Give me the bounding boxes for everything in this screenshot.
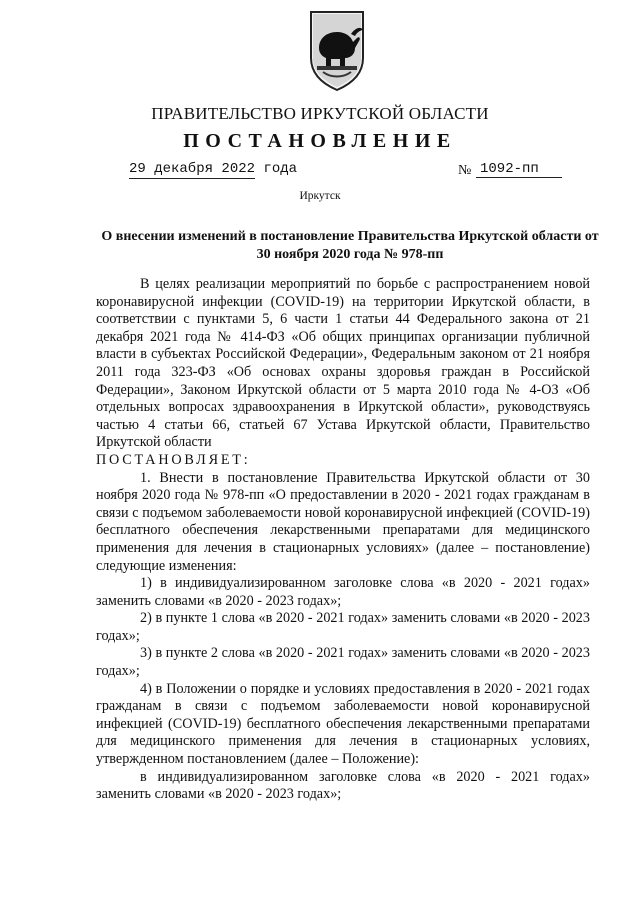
date-value: 29 декабря 2022 bbox=[129, 161, 256, 177]
body-paragraph: 1) в индивидуализированном заголовке слова «в 2020 - 2021 годах» заменить словами «в 2020 - 2023 годах»; bbox=[96, 575, 590, 609]
body-paragraph: в индивидуализированном заголовке слова «в 2020 - 2021 годах» заменить словами «в 2020 - 2023 годах»; bbox=[96, 768, 590, 803]
document-date bbox=[129, 161, 297, 177]
date-suffix: года bbox=[263, 161, 298, 177]
document-type: ПОСТАНОВЛЕНИЕ bbox=[183, 130, 457, 152]
organization-name: ПРАВИТЕЛЬСТВО ИРКУТСКОЙ ОБЛАСТИ bbox=[151, 104, 489, 123]
body-paragraph: 2) в пункте 1 слова «в 2020 - 2021 годах» заменить словами «в 2020 - 2023 годах»; bbox=[96, 610, 590, 644]
body-paragraph: 4) в Положении о порядке и условиях предоставления в 2020 - 2021 годах гражданам в связи с подъемом заболеваемости новой коронавирусной инфекцией (COVID-19) бесплатного обеспечения лекарственными препаратами для медицинского применения для лечения в стационарных условиях, утвержденном постановлением (далее – Положение): bbox=[96, 680, 590, 768]
body-paragraph: 1. Внести в постановление Правительства Иркутской области от 30 ноября 2020 года № 978-пп «О предоставлении в 2020 - 2021 годах гражданам в связи с подъемом заболеваемости новой коронавирусной инфекцией (COVID-19) бесплатного обеспечения лекарственными препаратами для медицинского применения для лечения в стационарных условиях» (далее – постановление) следующие изменения: bbox=[96, 469, 590, 574]
number-sign: № bbox=[458, 163, 472, 178]
document-title: О внесении изменений в постановление Правительства Иркутской области от 30 ноября 2020 года № 978-пп bbox=[101, 229, 599, 262]
city: Иркутск bbox=[299, 190, 341, 202]
preamble-paragraph: В целях реализации мероприятий по борьбе с распространением новой коронавирусной инфекции (COVID-19) на территории Иркутской области, в соответствии с пунктами 5, 6 части 1 статьи 44 Федерального закона от 21 декабря 2021 года № 414-ФЗ «Об общих принципах организации публичной власти в субъектах Российской Федерации», Федеральным законом от 21 ноября 2011 года 323-ФЗ «Об основах охраны здоровья граждан в Российской Федерации», Законом Иркутской области от 5 марта 2010 года № 4-ОЗ «Об отдельных вопросах здравоохранения в Иркутской области», руководствуясь частью 4 статьи 66, статьей 67 Устава Иркутской области, Правительство Иркутской области bbox=[96, 276, 590, 451]
document-body bbox=[96, 276, 590, 804]
bear-sable-coat-of-arms-icon bbox=[305, 8, 369, 92]
body-paragraph: 3) в пункте 2 слова «в 2020 - 2021 годах» заменить словами «в 2020 - 2023 годах»; bbox=[96, 645, 590, 680]
decree-word: ПОСТАНОВЛЯЕТ: bbox=[96, 451, 251, 468]
document-number: 1092-пп bbox=[476, 161, 562, 178]
